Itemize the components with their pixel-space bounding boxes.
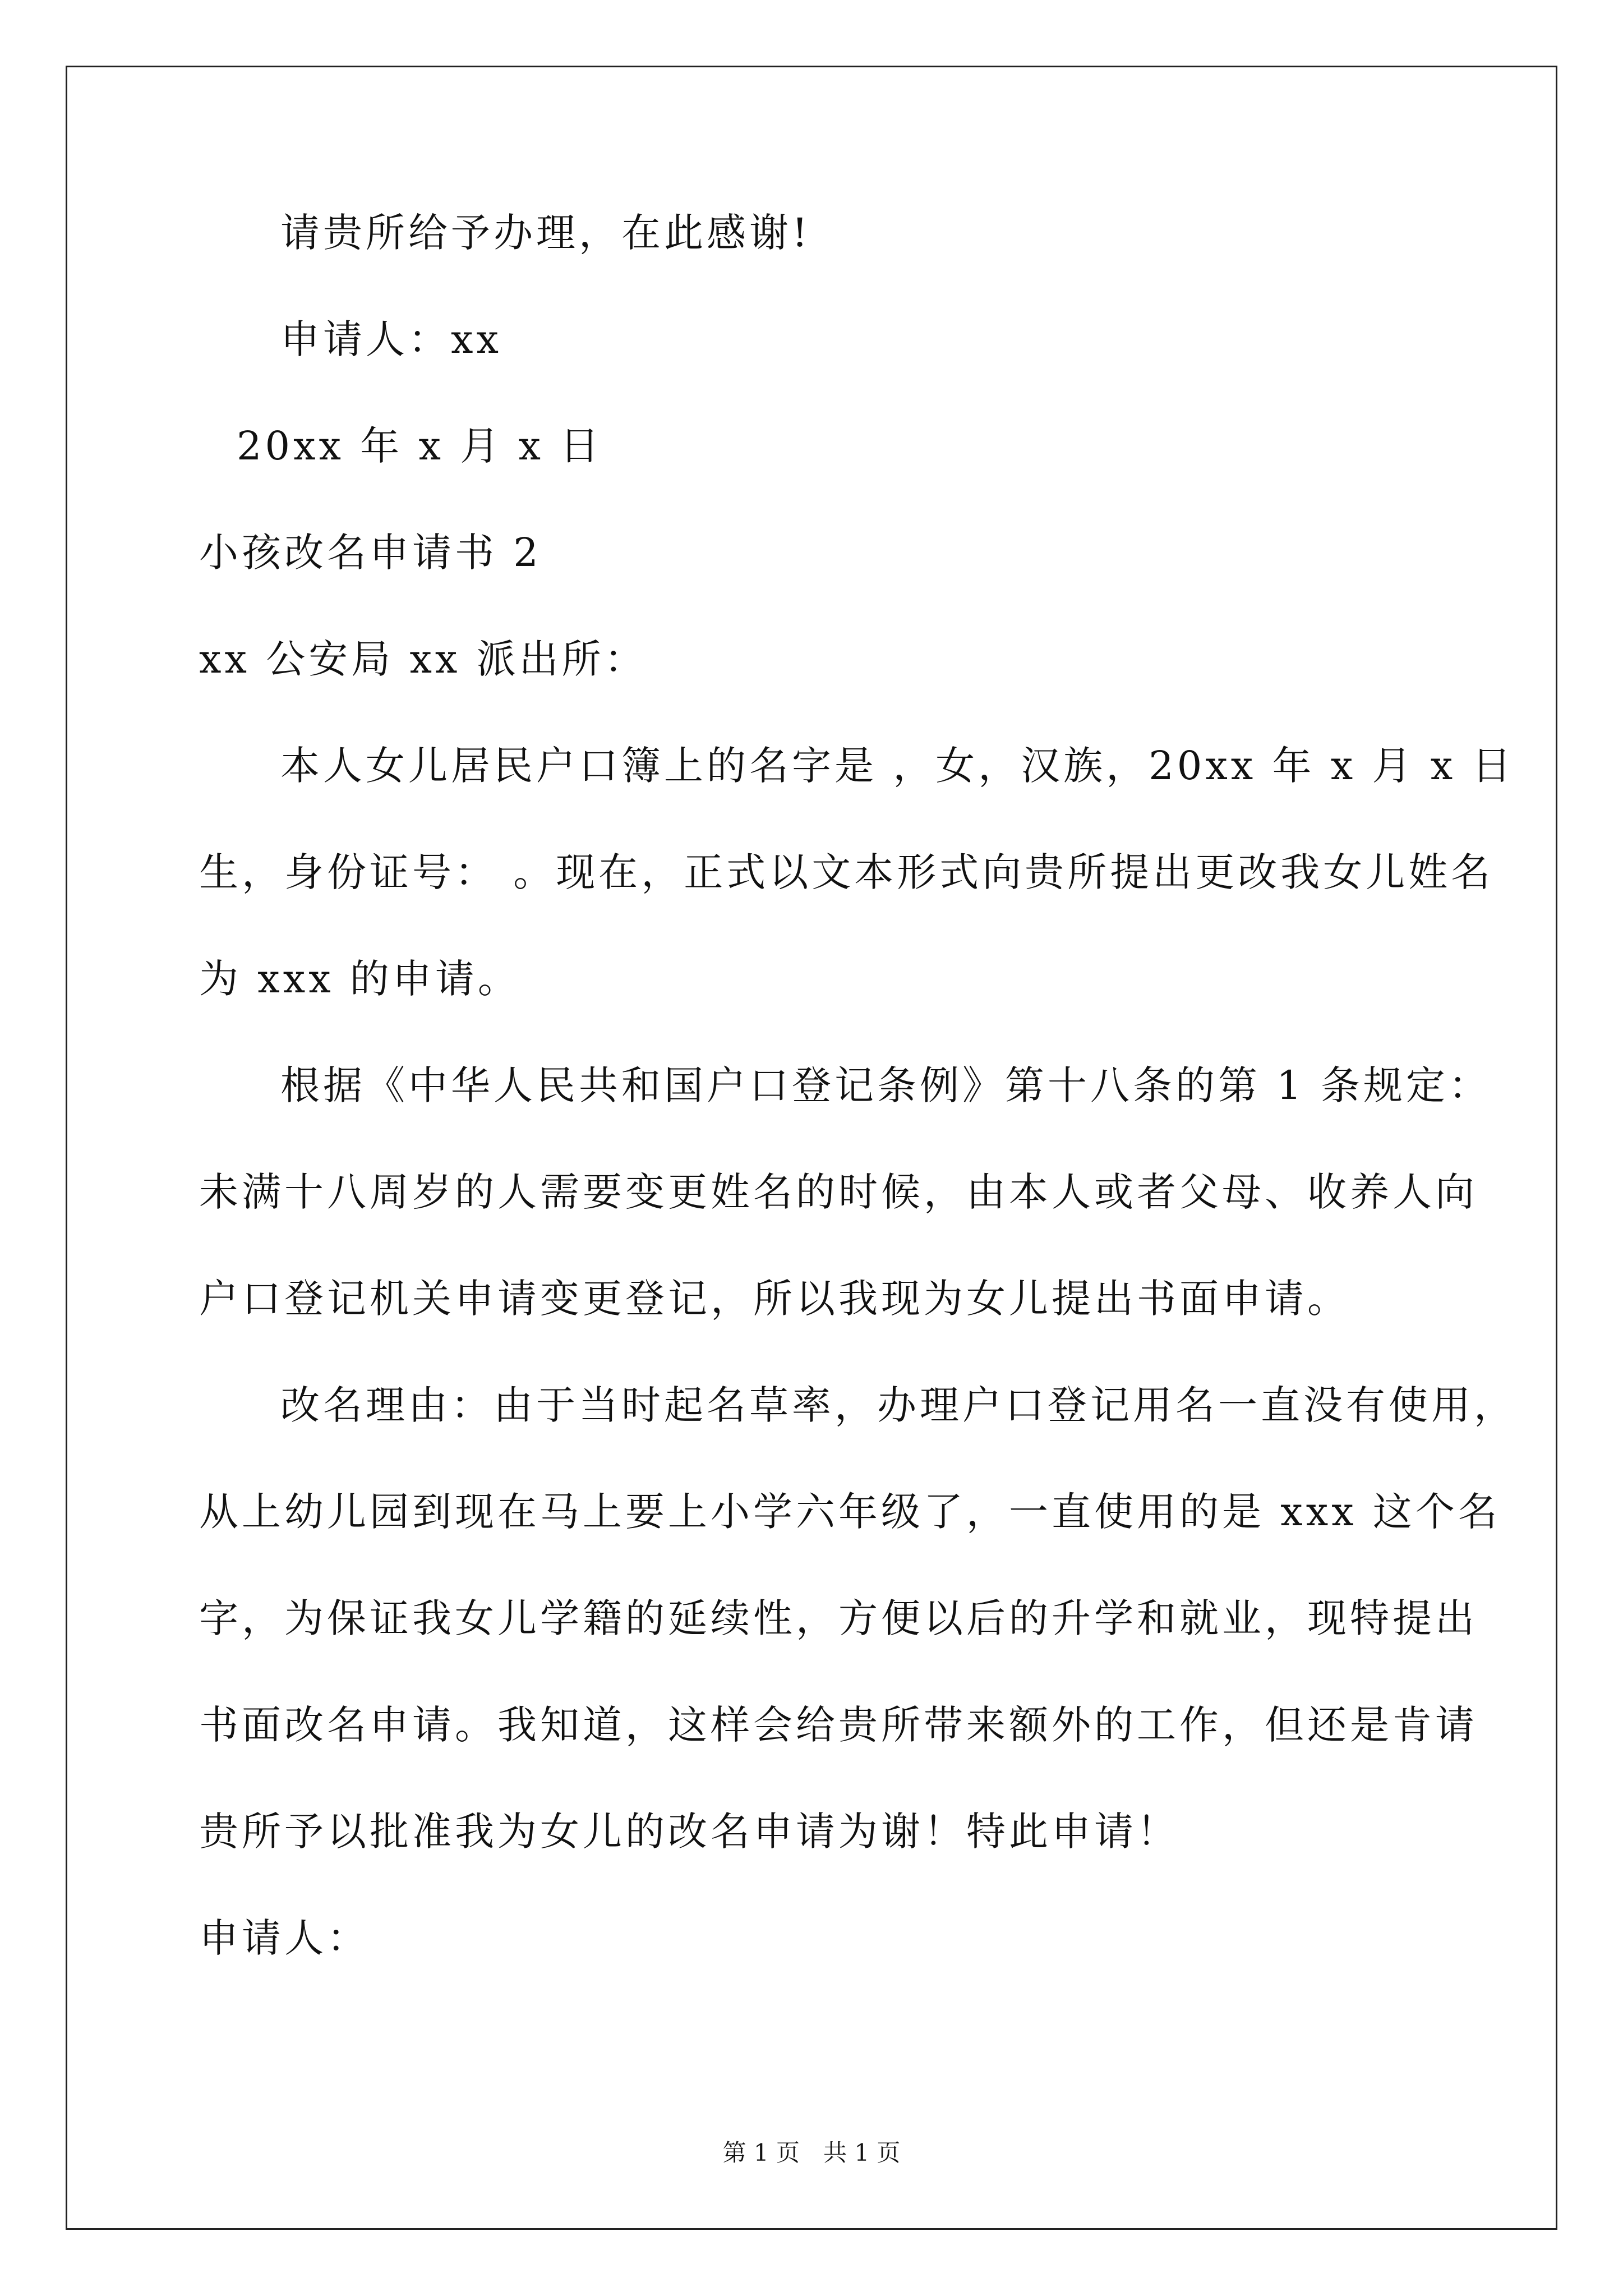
body-paragraph-1-line-3: 为 xxx 的申请。 — [199, 956, 520, 1002]
body-paragraph-1-line-1: 本人女儿居民户口簿上的名字是 ，女，汉族，20xx 年 x 月 x 日 — [280, 743, 1515, 789]
page-border — [66, 66, 1557, 2230]
body-paragraph-3-line-1: 改名理由：由于当时起名草率，办理户口登记用名一直没有使用， — [280, 1382, 1516, 1428]
body-paragraph-3-line-5: 贵所予以批准我为女儿的改名申请为谢！特此申请！ — [199, 1809, 1179, 1855]
body-paragraph-2-line-2: 未满十八周岁的人需要变更姓名的时候，由本人或者父母、收养人向 — [199, 1169, 1478, 1215]
addressee: xx 公安局 xx 派出所： — [199, 636, 647, 682]
closing-thanks: 请贵所给予办理，在此感谢! — [280, 210, 811, 256]
body-paragraph-1-line-2: 生，身份证号： 。现在，正式以文本形式向贵所提出更改我女儿姓名 — [199, 849, 1494, 895]
page-number-footer: 第 1 页 共 1 页 — [722, 2139, 901, 2166]
body-paragraph-2-line-1: 根据《中华人民共和国户口登记条例》第十八条的第 1 条规定： — [280, 1062, 1492, 1108]
applicant-label: 申请人： — [199, 1915, 370, 1961]
section-title: 小孩改名申请书 2 — [199, 530, 542, 576]
body-paragraph-3-line-2: 从上幼儿园到现在马上要上小学六年级了，一直使用的是 xxx 这个名 — [199, 1489, 1501, 1535]
body-paragraph-3-line-3: 字，为保证我女儿学籍的延续性，方便以后的升学和就业，现特提出 — [199, 1595, 1478, 1641]
signature-date: 20xx 年 x 月 x 日 — [237, 423, 603, 469]
applicant-signature: 申请人：xx — [280, 316, 502, 362]
body-paragraph-2-line-3: 户口登记机关申请变更登记，所以我现为女儿提出书面申请。 — [199, 1276, 1350, 1322]
body-paragraph-3-line-4: 书面改名申请。我知道，这样会给贵所带来额外的工作，但还是肯请 — [199, 1702, 1478, 1748]
